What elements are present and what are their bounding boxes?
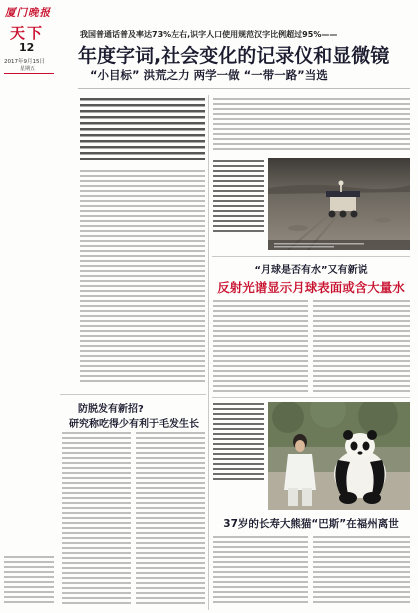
header-rule xyxy=(78,88,410,89)
issue-weekday: 星期五 xyxy=(20,66,36,72)
issue-date: 2017年9月15日 xyxy=(4,59,45,65)
section-name: 天下 xyxy=(10,24,45,42)
moon-headline: 反射光谱显示月球表面或含大量水 xyxy=(217,280,405,295)
column-divider xyxy=(208,95,209,610)
sidebar-rule xyxy=(4,73,54,74)
editor-credits-block xyxy=(4,556,54,604)
panda-headline: 37岁的长寿大熊猫“巴斯”在福州离世 xyxy=(223,518,399,530)
lead-body-text-continued xyxy=(213,98,410,150)
lead-subheadline: “小目标” 洪荒之力 两学一做 “一带一路”当选 xyxy=(90,68,328,82)
section-rule xyxy=(60,394,206,395)
page-number: 12 xyxy=(19,41,35,54)
hair-body-text xyxy=(62,432,131,604)
hair-headline: 研究称吃得少有利于毛发生长 xyxy=(69,419,199,430)
masthead-logo: 厦门晚报 xyxy=(5,7,51,19)
moon-kicker: “月球是否有水”又有新说 xyxy=(254,265,368,276)
lead-body-text xyxy=(80,170,205,382)
panda-photo-caption xyxy=(213,403,264,483)
lead-kicker: 我国普通话普及率达73%左右,识字人口使用规范汉字比例超过95%—— xyxy=(80,30,338,39)
panda-body-text xyxy=(313,536,410,606)
lead-headline: 年度字词,社会变化的记录仪和显微镜 xyxy=(78,45,390,67)
rover-photo-caption xyxy=(213,160,264,232)
hair-body-text xyxy=(136,432,205,604)
lead-intro-text xyxy=(80,98,205,160)
section-rule xyxy=(212,397,410,398)
panda-photo xyxy=(268,402,410,510)
moon-body-text xyxy=(213,300,308,392)
moon-body-text xyxy=(313,300,410,392)
section-rule xyxy=(212,256,410,257)
panda-body-text xyxy=(213,536,308,606)
hair-kicker: 防脱发有新招? xyxy=(78,404,144,415)
lunar-rover-photo xyxy=(268,158,410,250)
